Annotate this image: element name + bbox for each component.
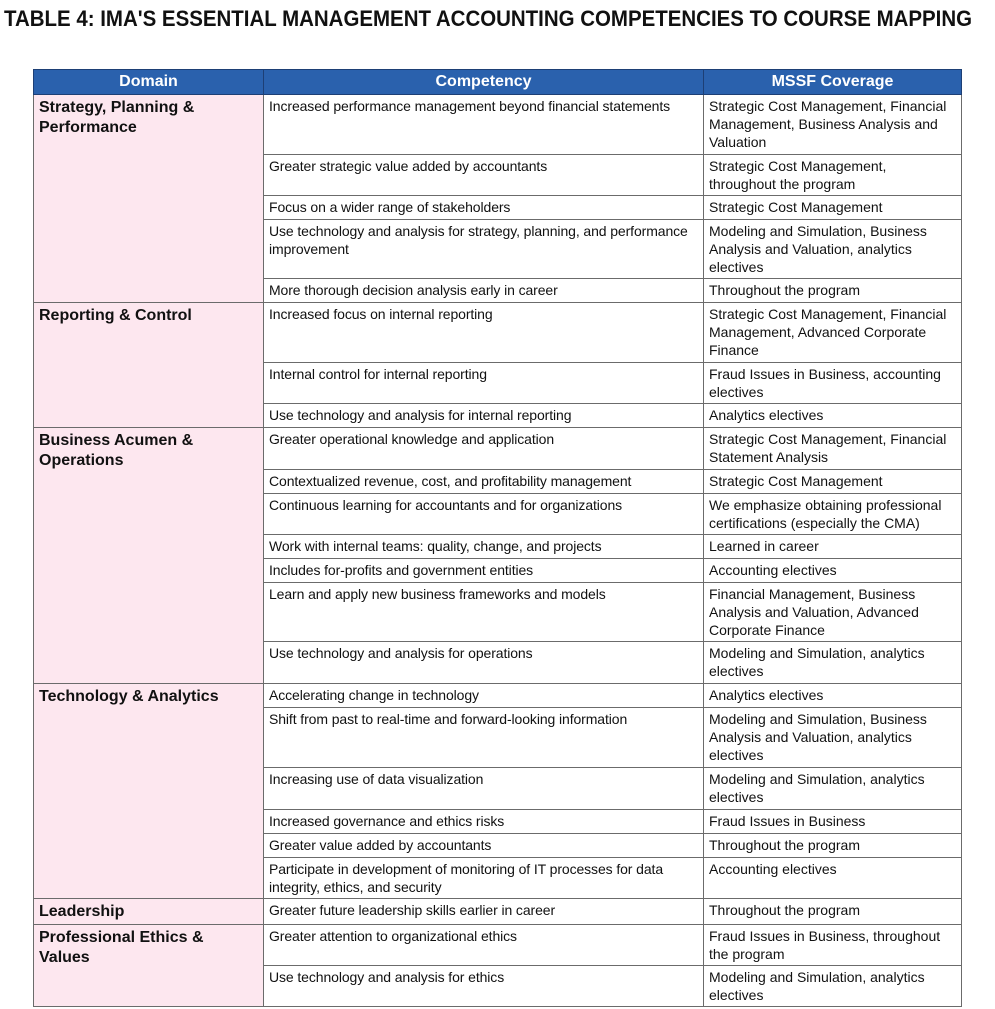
domain-cell: Technology & Analytics — [34, 684, 264, 899]
table-row — [34, 303, 962, 363]
coverage-cell: Modeling and Simulation, Business Analysis and Valuation, analytics electives — [704, 220, 962, 279]
domain-cell: Leadership — [34, 899, 264, 925]
competency-cell: Shift from past to real-time and forward-looking information — [264, 708, 704, 768]
coverage-cell: Modeling and Simulation, analytics electives — [704, 642, 962, 684]
coverage-cell: We emphasize obtaining professional certifications (especially the CMA) — [704, 494, 962, 535]
domain-cell: Reporting & Control — [34, 303, 264, 428]
table-header-row — [34, 70, 962, 95]
competency-cell: Increased performance management beyond financial statements — [264, 95, 704, 155]
coverage-cell: Financial Management, Business Analysis and Valuation, Advanced Corporate Finance — [704, 583, 962, 642]
competency-cell: Greater strategic value added by accountants — [264, 155, 704, 196]
coverage-cell: Analytics electives — [704, 684, 962, 708]
competency-cell: Greater operational knowledge and application — [264, 428, 704, 470]
header-competency: Competency — [264, 70, 704, 95]
coverage-cell: Strategic Cost Management, Financial Management, Business Analysis and Valuation — [704, 95, 962, 155]
domain-cell: Strategy, Planning & Performance — [34, 95, 264, 303]
coverage-cell: Strategic Cost Management, Financial Statement Analysis — [704, 428, 962, 470]
coverage-cell: Throughout the program — [704, 834, 962, 858]
coverage-cell: Strategic Cost Management — [704, 470, 962, 494]
competency-cell: Use technology and analysis for strategy, planning, and performance improvement — [264, 220, 704, 279]
competency-cell: Continuous learning for accountants and for organizations — [264, 494, 704, 535]
table-row — [34, 428, 962, 470]
competency-cell: Use technology and analysis for operations — [264, 642, 704, 684]
competency-cell: Use technology and analysis for internal reporting — [264, 404, 704, 428]
competency-cell: Increased focus on internal reporting — [264, 303, 704, 363]
competency-cell: More thorough decision analysis early in career — [264, 279, 704, 303]
header-coverage: MSSF Coverage — [704, 70, 962, 95]
coverage-cell: Modeling and Simulation, Business Analysis and Valuation, analytics electives — [704, 708, 962, 768]
coverage-cell: Strategic Cost Management, throughout the program — [704, 155, 962, 196]
competency-cell: Includes for-profits and government entities — [264, 559, 704, 583]
competency-cell: Increasing use of data visualization — [264, 768, 704, 810]
coverage-cell: Fraud Issues in Business — [704, 810, 962, 834]
coverage-cell: Strategic Cost Management, Financial Management, Advanced Corporate Finance — [704, 303, 962, 363]
table-row — [34, 925, 962, 966]
competency-cell: Learn and apply new business frameworks and models — [264, 583, 704, 642]
competency-cell: Accelerating change in technology — [264, 684, 704, 708]
competency-cell: Use technology and analysis for ethics — [264, 966, 704, 1007]
coverage-cell: Fraud Issues in Business, accounting electives — [704, 363, 962, 404]
coverage-cell: Modeling and Simulation, analytics electives — [704, 768, 962, 810]
coverage-cell: Fraud Issues in Business, throughout the program — [704, 925, 962, 966]
coverage-cell: Analytics electives — [704, 404, 962, 428]
table-title: TABLE 4: IMA'S ESSENTIAL MANAGEMENT ACCOUNTING COMPETENCIES TO COURSE MAPPING — [4, 6, 973, 31]
domain-cell: Business Acumen & Operations — [34, 428, 264, 684]
table-row — [34, 899, 962, 925]
coverage-cell: Throughout the program — [704, 899, 962, 925]
competency-table — [33, 69, 962, 1007]
table-row — [34, 684, 962, 708]
domain-cell: Professional Ethics & Values — [34, 925, 264, 1007]
competency-cell: Contextualized revenue, cost, and profitability management — [264, 470, 704, 494]
coverage-cell: Throughout the program — [704, 279, 962, 303]
table-body — [34, 95, 962, 1007]
header-domain: Domain — [34, 70, 264, 95]
coverage-cell: Modeling and Simulation, analytics electives — [704, 966, 962, 1007]
coverage-cell: Learned in career — [704, 535, 962, 559]
competency-cell: Focus on a wider range of stakeholders — [264, 196, 704, 220]
competency-cell: Increased governance and ethics risks — [264, 810, 704, 834]
competency-cell: Greater attention to organizational ethics — [264, 925, 704, 966]
coverage-cell: Strategic Cost Management — [704, 196, 962, 220]
competency-cell: Greater value added by accountants — [264, 834, 704, 858]
coverage-cell: Accounting electives — [704, 858, 962, 899]
competency-cell: Participate in development of monitoring of IT processes for data integrity, ethics, and security — [264, 858, 704, 899]
competency-cell: Internal control for internal reporting — [264, 363, 704, 404]
coverage-cell: Accounting electives — [704, 559, 962, 583]
table-row — [34, 95, 962, 155]
competency-cell: Greater future leadership skills earlier in career — [264, 899, 704, 925]
competency-cell: Work with internal teams: quality, change, and projects — [264, 535, 704, 559]
